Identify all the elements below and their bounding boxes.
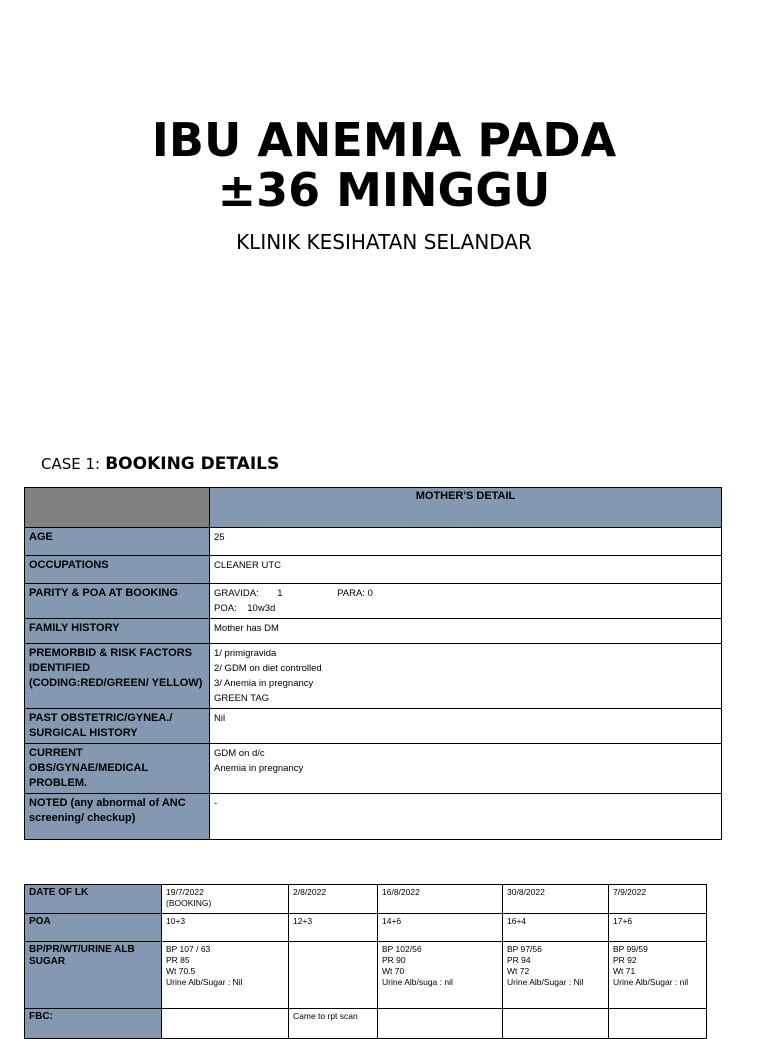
family-history-label: FAMILY HISTORY <box>25 619 210 644</box>
vital-line: PR 94 <box>507 955 531 965</box>
vital-line: Wt 72 <box>507 966 530 976</box>
vital-line: BP 102/56 <box>382 944 422 954</box>
date-row-label: DATE OF LK <box>25 885 162 914</box>
premorbid-value <box>210 644 722 709</box>
gravida-value: 1 <box>277 588 283 599</box>
visit-poa: 10+3 <box>162 914 289 942</box>
vital-line: Urine Alb/Sugar : nil <box>613 977 689 987</box>
booking-details-table <box>24 487 722 840</box>
vital-line: BP 97/56 <box>507 944 542 954</box>
premorbid-line: 2/ GDM on diet controlled <box>214 663 322 674</box>
parity-label: PARITY & POA AT BOOKING <box>25 584 210 619</box>
visit-date: 16/8/2022 <box>378 885 503 914</box>
poa-label: POA: <box>214 603 237 614</box>
past-history-label: PAST OBSTETRIC/GYNEA./ SURGICAL HISTORY <box>25 709 210 744</box>
noted-value: - <box>210 794 722 840</box>
page-title-line-1: IBU ANEMIA PADA <box>151 113 617 167</box>
vitals-row-label: BP/PR/WT/URINE ALB SUGAR <box>25 942 162 1009</box>
vital-line: PR 90 <box>382 955 406 965</box>
visit-date: 30/8/2022 <box>503 885 609 914</box>
vital-line: Wt 70 <box>382 966 405 976</box>
risk-tag: GREEN TAG <box>214 693 270 704</box>
noted-label: NOTED (any abnormal of ANC screening/ checkup) <box>25 794 210 840</box>
vital-line: BP 99/59 <box>613 944 648 954</box>
page-title-line-2: ±36 MINGGU <box>217 163 551 217</box>
visit-vitals <box>162 942 289 1009</box>
visit-date-cell <box>162 885 289 914</box>
vital-line: Wt 70.5 <box>166 966 196 976</box>
past-history-value: Nil <box>210 709 722 744</box>
parity-value <box>210 584 722 619</box>
current-problem-line: Anemia in pregnancy <box>214 763 304 774</box>
visit-date: 19/7/2022 <box>166 887 204 897</box>
para-value: PARA: 0 <box>337 588 373 599</box>
visit-poa: 16+4 <box>503 914 609 942</box>
visit-poa: 17+6 <box>609 914 707 942</box>
mothers-detail-header: MOTHER'S DETAIL <box>210 488 722 528</box>
visit-vitals <box>503 942 609 1009</box>
visit-vitals <box>378 942 503 1009</box>
poa-row-label: POA <box>25 914 162 942</box>
case-title: BOOKING DETAILS <box>105 454 280 474</box>
case-heading <box>41 454 279 474</box>
vital-line: PR 85 <box>166 955 190 965</box>
vital-line: Wt 71 <box>613 966 636 976</box>
visit-poa: 12+3 <box>289 914 378 942</box>
visit-date: 7/9/2022 <box>609 885 707 914</box>
vital-line: PR 92 <box>613 955 637 965</box>
vital-line: Urine Alb/Sugar : Nil <box>166 977 243 987</box>
gravida-label: GRAVIDA: <box>214 588 259 599</box>
current-problem-line: GDM on d/c <box>214 748 265 759</box>
clinic-name: KLINIK KESIHATAN SELANDAR <box>236 230 532 254</box>
premorbid-label: PREMORBID & RISK FACTORS IDENTIFIED (CODING:RED/GREEN/ YELLOW) <box>25 644 210 709</box>
fbc-row-label: FBC: <box>25 1009 162 1039</box>
antenatal-visits-table <box>24 884 707 1039</box>
vital-line: Urine Alb/suga : nil <box>382 977 453 987</box>
occupations-value: CLEANER UTC <box>210 556 722 584</box>
occupations-label: OCCUPATIONS <box>25 556 210 584</box>
vital-line: Urine Alb/Sugar : Nil <box>507 977 584 987</box>
vital-line: BP 107 / 63 <box>166 944 211 954</box>
case-prefix: CASE 1: <box>41 455 101 473</box>
visit-poa: 14+6 <box>378 914 503 942</box>
table-corner-cell <box>25 488 210 528</box>
visit-fbc: Came to rpt scan <box>289 1009 378 1039</box>
family-history-value: Mother has DM <box>210 619 722 644</box>
visit-date: 2/8/2022 <box>289 885 378 914</box>
current-problem-value <box>210 744 722 794</box>
visit-vitals <box>609 942 707 1009</box>
poa-value: 10w3d <box>247 603 276 614</box>
booking-note: (BOOKING) <box>166 898 212 908</box>
age-label: AGE <box>25 528 210 556</box>
premorbid-line: 1/ primigravida <box>214 648 277 659</box>
visit-vitals <box>289 942 378 1009</box>
age-value: 25 <box>210 528 722 556</box>
current-problem-label: CURRENT OBS/GYNAE/MEDICAL PROBLEM. <box>25 744 210 794</box>
premorbid-line: 3/ Anemia in pregnancy <box>214 678 314 689</box>
